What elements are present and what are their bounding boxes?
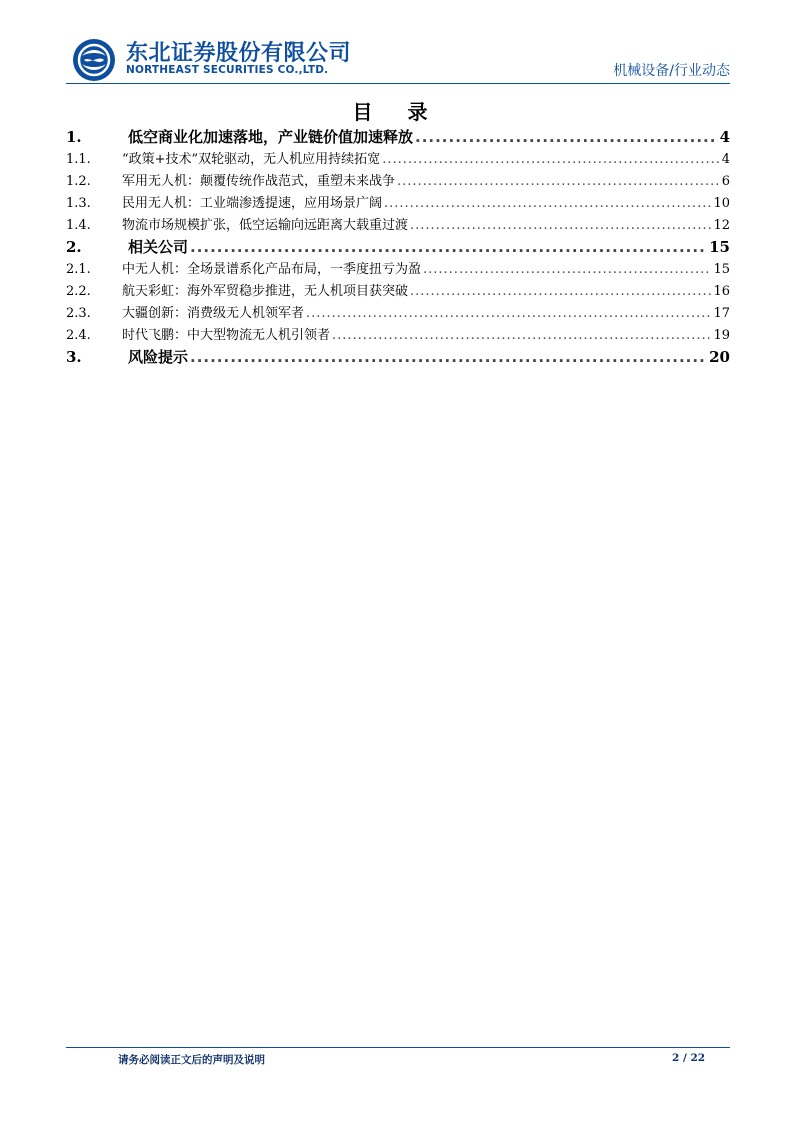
toc-entry-page: 4 (719, 128, 730, 146)
toc-dot-leader (306, 306, 711, 321)
toc-entry[interactable] (66, 148, 730, 170)
toc-entry-number: 1.4. (66, 218, 91, 233)
header-divider (66, 83, 730, 84)
toc-title: 目 录 (352, 100, 442, 124)
toc-entry-title[interactable]: 物流市场规模扩张，低空运输向远距离大载重过渡 (122, 218, 409, 233)
page-header (0, 0, 794, 90)
toc-entry-title[interactable]: 风险提示 (128, 348, 189, 366)
toc-entry[interactable] (66, 192, 730, 214)
toc-entry-title[interactable]: 中无人机：全场景谱系化产品布局，一季度扭亏为盈 (122, 262, 422, 277)
toc-entry-page: 15 (709, 238, 730, 256)
toc-entry-number: 1. (66, 128, 82, 146)
toc-entry-title[interactable]: 低空商业化加速落地，产业链价值加速释放 (128, 128, 414, 146)
toc-entry-title[interactable]: “政策+技术”双轮驱动，无人机应用持续拓宽 (122, 152, 381, 167)
toc-entry-page: 4 (721, 152, 730, 167)
toc-dot-leader (423, 262, 711, 277)
toc-entry-number: 2.2. (66, 284, 91, 299)
toc-entry-page: 12 (713, 218, 730, 233)
toc-entry-title[interactable]: 时代飞鹏：中大型物流无人机引领者 (122, 328, 331, 343)
toc-entry[interactable] (66, 126, 730, 148)
toc-dot-leader (190, 348, 707, 366)
toc-entry-number: 1.2. (66, 174, 91, 189)
toc-entry[interactable] (66, 280, 730, 302)
toc-dot-leader (190, 238, 707, 256)
toc-entry[interactable] (66, 324, 730, 346)
toc-entry-number: 3. (66, 348, 82, 366)
northeast-securities-logo-icon (72, 38, 116, 82)
toc-entry-page: 16 (713, 284, 730, 299)
toc-entry[interactable] (66, 346, 730, 368)
toc-entry-number: 2.3. (66, 306, 91, 321)
toc-entry-title[interactable]: 军用无人机：颠覆传统作战范式，重塑未来战争 (122, 174, 396, 189)
toc-entry-number: 2.1. (66, 262, 91, 277)
toc-dot-leader (332, 328, 711, 343)
toc-entry[interactable] (66, 214, 730, 236)
toc-entry[interactable] (66, 236, 730, 258)
toc-entry-title[interactable]: 航天彩虹：海外军贸稳步推进，无人机项目获突破 (122, 284, 409, 299)
report-category: 机械设备/行业动态 (613, 63, 730, 79)
toc-entry-page: 6 (721, 174, 730, 189)
toc-entry[interactable] (66, 302, 730, 324)
toc-entry-number: 2. (66, 238, 82, 256)
toc-entry[interactable] (66, 170, 730, 192)
toc-entry-number: 1.3. (66, 196, 91, 211)
company-name-cn: 东北证券股份有限公司 (126, 41, 352, 66)
toc-entry-title[interactable]: 民用无人机：工业端渗透提速，应用场景广阔 (122, 196, 383, 211)
toc-entry-page: 20 (709, 348, 730, 366)
toc-entry-page: 17 (713, 306, 730, 321)
table-of-contents (66, 126, 730, 368)
page-number: 2 / 22 (672, 1052, 706, 1064)
toc-entry-title[interactable]: 相关公司 (128, 238, 189, 256)
footer-divider (66, 1047, 730, 1048)
toc-entry-page: 15 (713, 262, 730, 277)
footer-disclaimer: 请务必阅读正文后的声明及说明 (118, 1054, 265, 1066)
toc-entry-page: 10 (713, 196, 730, 211)
toc-entry-number: 1.1. (66, 152, 91, 167)
toc-dot-leader (384, 196, 711, 211)
toc-entry-page: 19 (713, 328, 730, 343)
toc-entry-title[interactable]: 大疆创新：消费级无人机领军者 (122, 306, 305, 321)
toc-dot-leader (415, 128, 718, 146)
toc-dot-leader (382, 152, 720, 167)
toc-dot-leader (397, 174, 720, 189)
toc-dot-leader (410, 284, 711, 299)
toc-dot-leader (410, 218, 711, 233)
toc-entry-number: 2.4. (66, 328, 91, 343)
company-name-en: NORTHEAST SECURITIES CO.,LTD. (126, 64, 329, 76)
toc-entry[interactable] (66, 258, 730, 280)
